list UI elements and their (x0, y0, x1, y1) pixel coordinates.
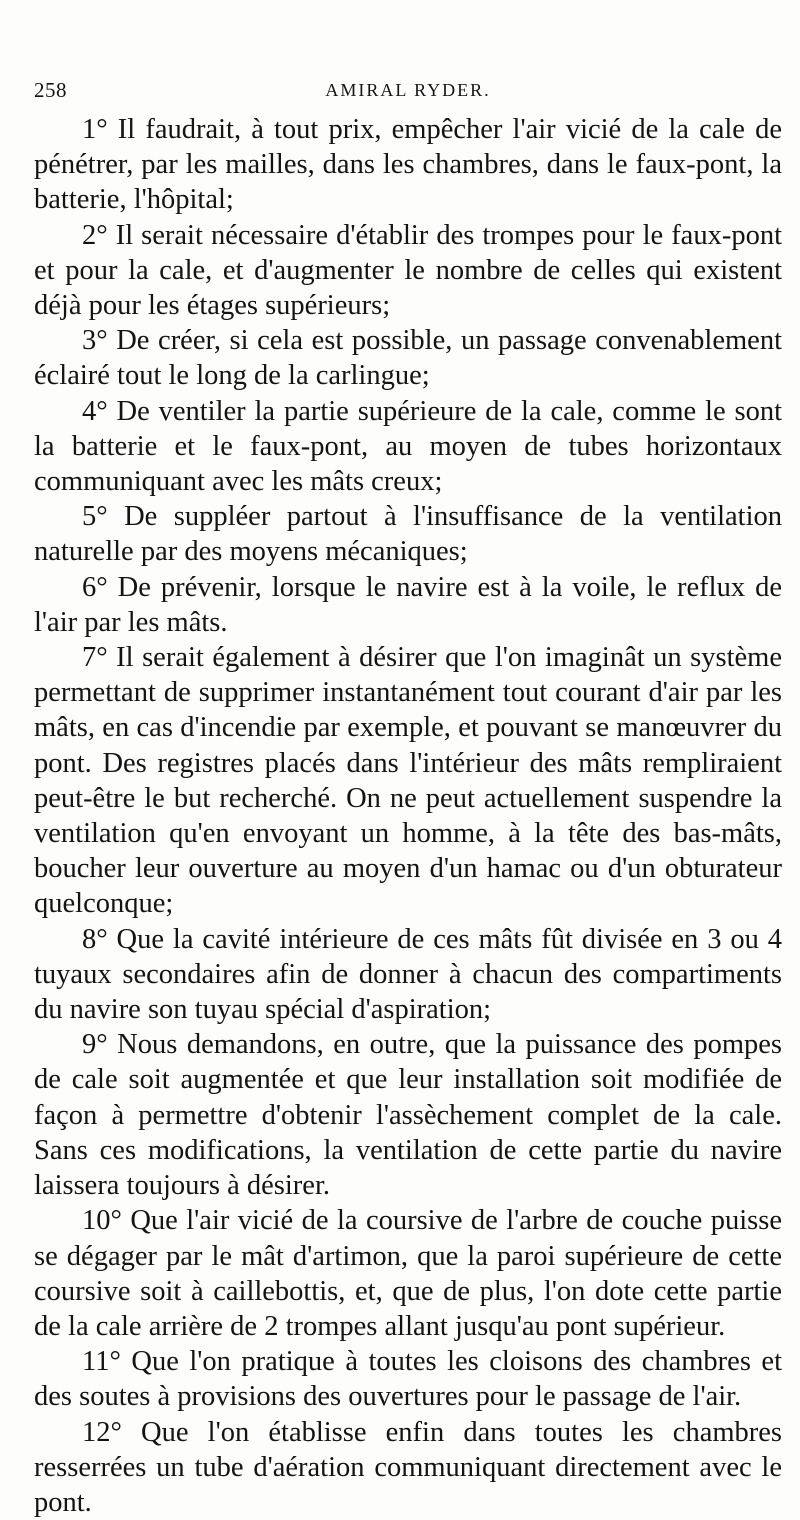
paragraph-item-9: 9° Nous demandons, en outre, que la puissance des pompes de cale soit augmentée et que leur installation soit modifiée de façon à permettre d'obtenir l'assèchement complet de la cale. Sans ces modifications, la ventilation de cette partie du navire laissera toujours à désirer. (34, 1029, 782, 1202)
paragraph-item-8: 8° Que la cavité intérieure de ces mâts fût divisée en 3 ou 4 tuyaux secondaires afin de donner à chacun des compartiments du navire son tuyau spécial d'aspiration; (34, 923, 782, 1026)
paragraph-item-1: 1° Il faudrait, à tout prix, empêcher l'air vicié de la cale de pénétrer, par les mailles, dans les chambres, dans le faux-pont, la batterie, l'hôpital; (34, 114, 782, 216)
running-head-title: AMIRAL RYDER. (325, 80, 491, 100)
paragraph-item-2: 2° Il serait nécessaire d'établir des trompes pour le faux-pont et pour la cale, et d'augmenter le nombre de celles qui existent déjà pour les étages supérieurs; (34, 219, 782, 322)
paragraph-item-3: 3° De créer, si cela est possible, un passage convenablement éclairé tout le long de la carlingue; (34, 325, 782, 392)
body-text (34, 112, 782, 1520)
paragraph-item-5: 5° De suppléer partout à l'insuffisance de la ventilation naturelle par des moyens mécaniques; (34, 501, 782, 568)
paragraph-item-11: 11° Que l'on pratique à toutes les cloisons des chambres et des soutes à provisions des ouvertures pour le passage de l'air. (34, 1346, 782, 1413)
running-head (34, 78, 782, 108)
paragraph-item-4: 4° De ventiler la partie supérieure de la cale, comme le sont la batterie et le faux-pont, au moyen de tubes horizontaux communiquant avec les mâts creux; (34, 395, 782, 498)
paragraph-item-12: 12° Que l'on établisse enfin dans toutes les chambres resserrées un tube d'aération communiquant directement avec le pont. (34, 1416, 782, 1518)
page-number: 258 (34, 78, 67, 102)
paragraph-item-7: 7° Il serait également à désirer que l'on imaginât un système permettant de supprimer instantanément tout courant d'air par les mâts, en cas d'incendie par exemple, et pouvant se manœuvrer du pont. Des registres placés dans l'intérieur des mâts rempliraient peut-être le but recherché. On ne peut actuellement suspendre la ventilation qu'en envoyant un homme, à la tête des bas-mâts, boucher leur ouverture au moyen d'un hamac ou d'un obturateur quelconque; (34, 642, 782, 920)
paragraph-item-10: 10° Que l'air vicié de la coursive de l'arbre de couche puisse se dégager par le mât d'artimon, que la paroi supérieure de cette coursive soit à caillebottis, et, que de plus, l'on dote cette partie de la cale arrière de 2 trompes allant jusqu'au pont supérieur. (34, 1205, 782, 1342)
paragraph-item-6: 6° De prévenir, lorsque le navire est à la voile, le reflux de l'air par les mâts. (34, 571, 782, 638)
